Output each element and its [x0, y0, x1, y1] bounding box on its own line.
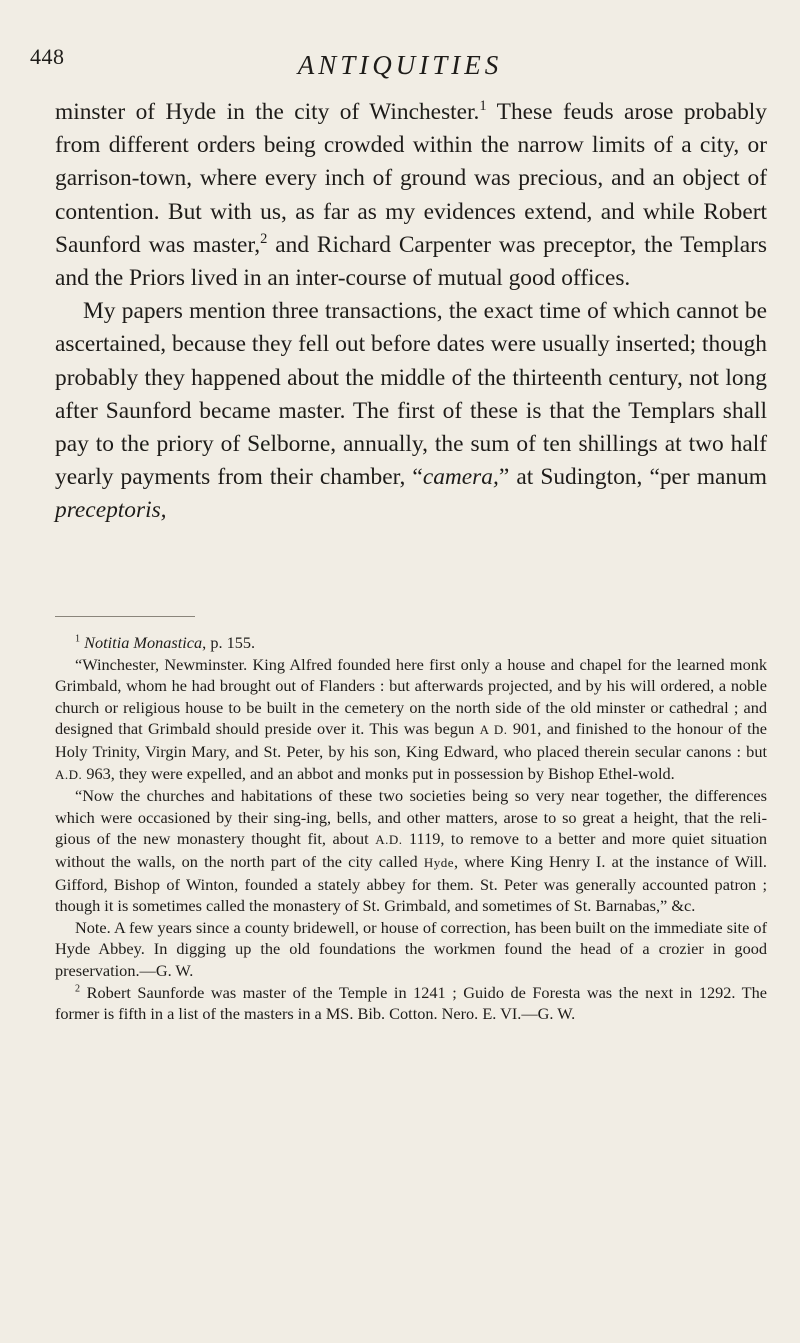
footnote-1-date-ad-2: A.D. [55, 766, 83, 782]
paragraph-1-text-c: and Richard Carpenter was preceptor, the Templars and the Priors lived in an inter-course of mutual good offices. [55, 231, 767, 292]
footnote-1-source-page: , p. 155. [202, 633, 256, 652]
footnote-divider [55, 616, 195, 617]
footnote-2-number: 2 [75, 983, 81, 995]
paragraph-1-text-a: minster of Hyde in the city of Winchester. [55, 99, 480, 125]
footnote-1-para-1 [55, 654, 767, 786]
footnote-1-number: 1 [75, 633, 81, 645]
footnote-1-para-2-middle: 1119, to remove to a better and more quiet situation without the walls, on the north part of the city called [55, 829, 767, 871]
footnote-2-text: Robert Saunforde was master of the Temple in 1241 ; Guido de Foresta was the next in 1292. The former is fifth in a list of the masters in a MS. Bib. Cotton. Nero. E. VI.—G. W. [55, 982, 767, 1024]
footnote-1-date-ad-3: A.D. [375, 832, 403, 848]
footnote-2 [55, 982, 767, 1025]
paragraph-2-italic-camera: camera, [422, 464, 499, 491]
footnote-1-date-ad-1: A D. [479, 722, 508, 738]
paragraph-1 [55, 96, 767, 295]
footnote-1-heading [55, 632, 767, 654]
footnote-1-para-2-text: “Now the churches and habitations of these two societies being so very near together, the differences which were occasioned by their sing-ing, bells, and other matters, arose to so great a height, that the reli-gious of the new monastery thought fit, about [55, 786, 767, 849]
paragraph-2-italic-preceptoris: preceptoris, [55, 497, 167, 524]
footnote-1-para-2 [55, 785, 767, 917]
paragraph-1-text-b: These feuds arose probably from different orders being crowded within the narrow limits of a city, or garrison-town, where every inch of ground was precious, and an object of contention. But with us, as far as my evidences extend, and while Robert Saunford was master, [55, 99, 767, 258]
page-number: 448 [30, 44, 65, 69]
footnote-1-para-3: Note. A few years since a county bridewell, or house of correction, has been built on the immediate site of Hyde Abbey. In digging up the old foundations the workmen found the head of a crozier in good preservation.—G. W. [55, 917, 767, 980]
footnote-ref-1: 1 [479, 98, 487, 115]
footnote-ref-2: 2 [260, 231, 268, 248]
footnote-1-para-2-end: , where King Henry I. at the instance of Will. Gifford, Bishop of Winton, founded a stately abbey for them. St. Peter was generally accounted patron ; though it is sometimes called the monastery of St. Grimbald, and sometimes of St. Barnabas,” &c. [55, 851, 767, 916]
main-text [55, 96, 767, 528]
paragraph-2 [55, 295, 767, 527]
footnote-1-source: Notitia Monastica [84, 633, 203, 652]
running-title: ANTIQUITIES [297, 50, 503, 80]
footnote-1-place-hyde: Hyde [423, 854, 455, 870]
footnote-1-para-1-text: “Winchester, Newminster. King Alfred founded here first only a house and chapel for the learned monk Grimbald, whom he had brought out of Flanders : but afterwards projected, and by his will ordered, a noble church or religious house to be built in the cemetery on the north side of the old minster or cathedral ; and designed that Grimbald should preside over it. This was begun [55, 654, 767, 739]
footnotes [55, 632, 767, 1025]
footnote-1-para-1-end: 963, they were expelled, and an abbot and monks put in possession by Bishop Ethel-wold. [82, 763, 675, 783]
paragraph-2-text-a: My papers mention three transactions, the exact time of which cannot be ascertained, because they fell out before dates were usually inserted; though probably they happened about the middle of the thirteenth century, not long after Saunford became master. The first of these is that the Templars shall pay to the priory of Selborne, annually, the sum of ten shillings at two half yearly payments from their chamber, “ [55, 298, 767, 491]
paragraph-2-text-b: ” at Sudington, “per manum [498, 464, 767, 491]
footnote-1-para-1-middle: 901, and finished to the honour of the Holy Trinity, Virgin Mary, and St. Peter, by his son, King Edward, who placed therein secular canons : but [55, 719, 767, 761]
